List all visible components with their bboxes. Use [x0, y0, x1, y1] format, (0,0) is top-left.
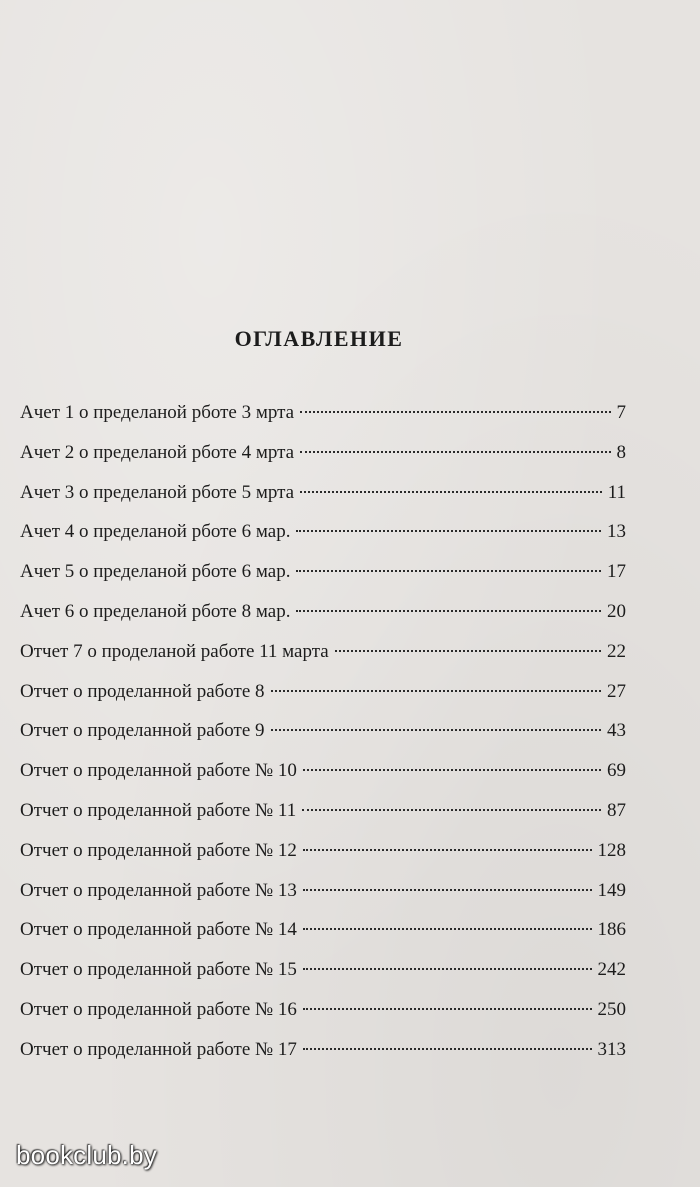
- entry-title: Отчет о проделанной работе № 17: [20, 1038, 297, 1060]
- dot-leader: [271, 670, 601, 692]
- dot-leader: [300, 391, 610, 413]
- page-number: 11: [607, 481, 626, 503]
- toc-entry: [20, 552, 626, 592]
- toc-entry: [20, 393, 626, 433]
- page-number: 7: [616, 402, 626, 423]
- toc-entry: [20, 473, 626, 513]
- toc-entry: [20, 950, 626, 990]
- page-number: 313: [597, 1038, 626, 1060]
- dot-leader: [296, 550, 601, 572]
- toc-entry: [20, 632, 626, 672]
- entry-title: Ачет 2 о пределаной рботе 4 мрта: [20, 441, 295, 463]
- dot-leader: [303, 908, 592, 930]
- toc-entry: [20, 791, 626, 831]
- page-number: 20: [607, 600, 626, 622]
- toc-entry: [20, 831, 626, 871]
- page-number: 22: [607, 640, 626, 662]
- page-number: 17: [607, 561, 626, 583]
- toc-entry: [20, 592, 626, 632]
- entry-title: Отчет о проделанной работе № 12: [20, 839, 297, 861]
- dot-leader: [303, 948, 592, 970]
- toc-entry: [20, 672, 626, 712]
- entry-title: Отчет о проделанной работе 9: [20, 720, 265, 742]
- entry-title: Отчет о проделанной работе № 16: [20, 998, 297, 1020]
- entry-title: Отчет о проделанной работе № 10: [20, 760, 297, 782]
- entry-title: Ачет 3 о пределаной рботе 5 мрта: [20, 481, 295, 503]
- toc-heading: ОГЛАВЛЕНИЕ: [234, 326, 404, 351]
- toc-entry: [20, 910, 626, 950]
- entry-title: Ачет 4 о пределаной рботе 6 мар.: [20, 521, 291, 543]
- entry-title: Отчет о проделанной работе № 15: [20, 959, 297, 981]
- entry-title: Ачет 1 о пределаной рботе 3 мрта: [20, 402, 295, 423]
- watermark-logo: bookclub.by: [16, 1140, 157, 1170]
- dot-leader: [303, 829, 592, 851]
- entry-title: Ачет 5 о пределаной рботе 6 мар.: [20, 561, 291, 583]
- toc-entry: [20, 433, 626, 473]
- dot-leader: [302, 789, 601, 811]
- toc-entry: [20, 512, 626, 552]
- dot-leader: [296, 510, 601, 532]
- dot-leader: [271, 709, 601, 731]
- entry-title: Отчет о проделанной работе № 11: [20, 799, 297, 821]
- page-number: 27: [607, 680, 626, 702]
- dot-leader: [300, 471, 602, 493]
- page-number: 69: [607, 760, 626, 782]
- dot-leader: [303, 869, 592, 891]
- page-number: 186: [597, 919, 626, 941]
- page-number: 128: [597, 839, 626, 861]
- dot-leader: [296, 590, 601, 612]
- entry-title: Отчет о проделанной работе 8: [20, 680, 265, 702]
- toc-list: [20, 393, 626, 1070]
- page-number: 87: [607, 799, 626, 821]
- dot-leader: [303, 749, 601, 771]
- entry-title: Отчет 7 о проделаной работе 11 марта: [20, 640, 329, 662]
- toc-entry: [20, 711, 626, 751]
- page-number: 8: [616, 441, 626, 463]
- dot-leader: [303, 988, 592, 1010]
- entry-title: Отчет о проделанной работе № 13: [20, 879, 297, 901]
- toc-entry: [20, 1030, 626, 1070]
- toc-entry: [20, 751, 626, 791]
- page-number: 250: [597, 998, 626, 1020]
- page-number: 13: [607, 521, 626, 543]
- dot-leader: [300, 431, 610, 453]
- page-number: 43: [607, 720, 626, 742]
- entry-title: Отчет о проделанной работе № 14: [20, 919, 297, 941]
- entry-title: Ачет 6 о пределаной рботе 8 мар.: [20, 600, 291, 622]
- page-number: 149: [597, 879, 626, 901]
- dot-leader: [335, 630, 601, 652]
- page-number: 242: [597, 959, 626, 981]
- dot-leader: [303, 1028, 592, 1050]
- toc-entry: [20, 990, 626, 1030]
- toc-entry: [20, 871, 626, 911]
